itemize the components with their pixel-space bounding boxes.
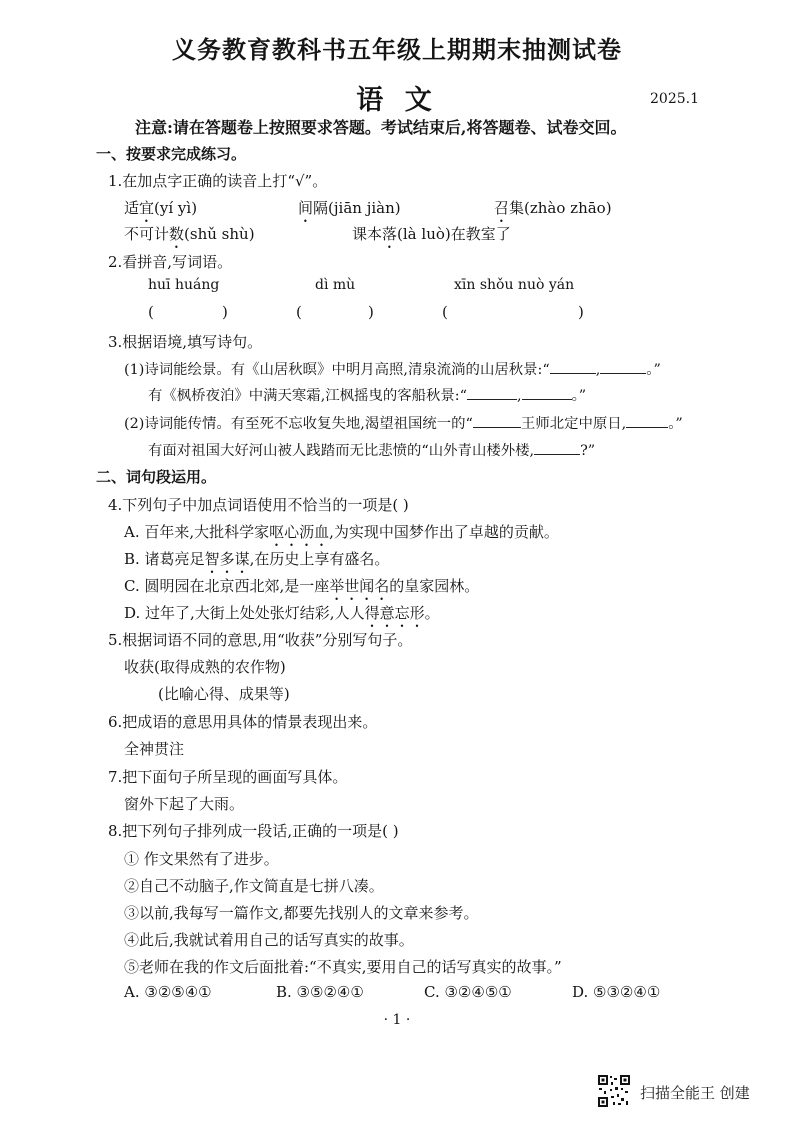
q3-comma: , <box>595 362 601 378</box>
q4-option-dotted-word: 举世闻名 <box>329 577 390 595</box>
q2-pinyin: xīn shǒu nuò yán <box>454 277 575 293</box>
q2-answer-paren-close: ) <box>578 303 584 321</box>
q3-text: (2)诗词能传情。有至死不忘收复失地,渴望祖国统一的“ <box>124 416 473 432</box>
q4-option-pre: D. 过年了,大街上处处张灯结彩,人人 <box>124 604 365 622</box>
page-number: · 1 · <box>383 1012 411 1028</box>
exam-date: 2025.1 <box>650 91 699 107</box>
q8-stem: 8.把下列句子排列成一段话,正确的一项是( ) <box>108 822 399 840</box>
q3-text: 有《枫桥夜泊》中满天寒霜,江枫摇曳的客船秋景:“ <box>148 388 467 404</box>
q4-option <box>124 575 479 604</box>
q4-stem: 4.下列句子中加点词语使用不恰当的一项是( ) <box>108 496 409 514</box>
q8-sentence: ②自己不动脑子,作文简直是七拼八凑。 <box>124 877 384 895</box>
q7-stem: 7.把下面句子所呈现的画面写具体。 <box>108 768 348 786</box>
answer-blank[interactable] <box>467 387 517 400</box>
q4-option-post: 的皇家园林。 <box>389 577 480 595</box>
q8-sentence: ④此后,我就试着用自己的话写真实的故事。 <box>124 931 414 949</box>
q5-stem: 5.根据词语不同的意思,用“收获”分别写句子。 <box>108 631 413 649</box>
q3-stem: 3.根据语境,填写诗句。 <box>108 333 263 351</box>
q8-sentence: ⑤老师在我的作文后面批着:“不真实,要用自己的话写真实的故事。” <box>124 958 562 976</box>
q1-item-post: (là luò)在教室了 <box>397 225 511 243</box>
q1-stem: 1.在加点字正确的读音上打“√”。 <box>108 172 328 190</box>
q1-item <box>298 197 401 226</box>
q3-text: 有面对祖国大好河山被人践踏而无比悲愤的“山外青山楼外楼, <box>148 443 535 459</box>
exam-title: 义务教育教科书五年级上期期末抽测试卷 <box>172 35 622 64</box>
q2-answer-paren-open: ( <box>442 303 448 321</box>
q1-item-dotted-char: 召 <box>494 199 510 217</box>
q3-close: 。” <box>668 416 683 432</box>
q1-item <box>124 223 255 252</box>
q3-text: (1)诗词能绘景。有《山居秋暝》中明月高照,清泉流淌的山居秋景:“ <box>124 362 550 378</box>
q1-item-post: (yí yì) <box>154 199 198 217</box>
q4-option-pre: A. 百年来,大批科学家 <box>124 523 270 541</box>
answer-blank[interactable] <box>473 415 521 428</box>
q8-sentence: ① 作文果然有了进步。 <box>124 850 279 868</box>
q8-choice: A. ③②⑤④① <box>124 983 212 1001</box>
q4-option-post: ,为实现中国梦作出了卓越的贡献。 <box>329 523 559 541</box>
q1-item <box>494 197 612 226</box>
q2-pinyin: dì mù <box>315 277 356 293</box>
q2-answer-paren-open: ( <box>296 303 302 321</box>
q1-item-dotted-char: 落 <box>382 225 398 243</box>
q3-line <box>148 384 586 405</box>
q4-option-post: 。 <box>424 604 440 622</box>
subject-heading: 语 文 <box>356 85 438 116</box>
q2-answer-paren-open: ( <box>148 303 154 321</box>
q4-option-post: ,在历史上享有盛名。 <box>249 550 390 568</box>
q3-close: 。” <box>646 362 661 378</box>
q4-option-dotted-word: 呕心沥血 <box>269 523 330 541</box>
q1-item <box>124 197 197 226</box>
q4-option-pre: B. 诸葛亮足 <box>124 550 205 568</box>
q2-stem: 2.看拼音,写词语。 <box>108 253 233 271</box>
q1-item-pre: 课本 <box>352 225 383 243</box>
q1-item-dotted-char: 宜 <box>139 199 155 217</box>
q6-line: 全神贯注 <box>124 740 185 758</box>
q4-option-pre: C. 圆明园在北京西北郊,是一座 <box>124 577 330 595</box>
section1-heading: 一、按要求完成练习。 <box>96 145 247 163</box>
q1-item-dotted-char: 间 <box>298 199 314 217</box>
q3-text: 王师北定中原日, <box>520 416 627 432</box>
answer-blank[interactable] <box>550 361 596 374</box>
q2-pinyin: huī huáng <box>148 277 220 293</box>
exam-notice: 注意:请在答题卷上按照要求答题。考试结束后,将答题卷、试卷交回。 <box>135 118 627 137</box>
q5-line: (比喻心得、成果等) <box>158 685 290 703</box>
q8-choice: C. ③②④⑤① <box>424 983 512 1001</box>
q4-option-dotted-word: 得意忘形 <box>364 604 425 622</box>
q3-comma: , <box>517 388 522 404</box>
q4-option-dotted-word: 智多谋 <box>204 550 250 568</box>
answer-blank[interactable] <box>626 415 668 428</box>
answer-blank[interactable] <box>600 361 646 374</box>
answer-blank[interactable] <box>522 387 572 400</box>
q5-line: 收获(取得成熟的农作物) <box>124 658 286 676</box>
q1-item-dotted-char: 数 <box>169 225 185 243</box>
q1-item-post: 集(zhào zhāo) <box>509 199 612 217</box>
q8-choice: D. ⑤③②④① <box>572 983 661 1001</box>
q3-line <box>124 358 661 379</box>
q3-close: ?” <box>580 443 596 459</box>
q1-item-post: 隔(jiān jiàn) <box>313 199 401 217</box>
q2-answer-paren-close: ) <box>222 303 228 321</box>
q3-line <box>148 439 595 460</box>
q6-stem: 6.把成语的意思用具体的情景表现出来。 <box>108 713 378 731</box>
section2-heading: 二、词句段运用。 <box>96 468 217 486</box>
q3-line <box>124 412 683 433</box>
q1-item-post: (shǔ shù) <box>184 225 255 243</box>
q4-option <box>124 521 559 550</box>
q7-line: 窗外下起了大雨。 <box>124 795 245 813</box>
q2-answer-paren-close: ) <box>368 303 374 321</box>
answer-blank[interactable] <box>534 442 580 455</box>
q8-choice: B. ③⑤②④① <box>276 983 364 1001</box>
q1-item-pre: 不可计 <box>124 225 170 243</box>
q8-sentence: ③以前,我每写一篇作文,都要先找别人的文章来参考。 <box>124 904 479 922</box>
q4-option <box>124 548 389 577</box>
q1-item <box>352 223 511 252</box>
q4-option <box>124 602 440 631</box>
q3-close: 。” <box>571 388 587 404</box>
scanner-watermark: 扫描全能王 创建 <box>640 1084 750 1102</box>
qr-code-icon <box>597 1074 631 1108</box>
q1-item-pre: 适 <box>124 199 140 217</box>
